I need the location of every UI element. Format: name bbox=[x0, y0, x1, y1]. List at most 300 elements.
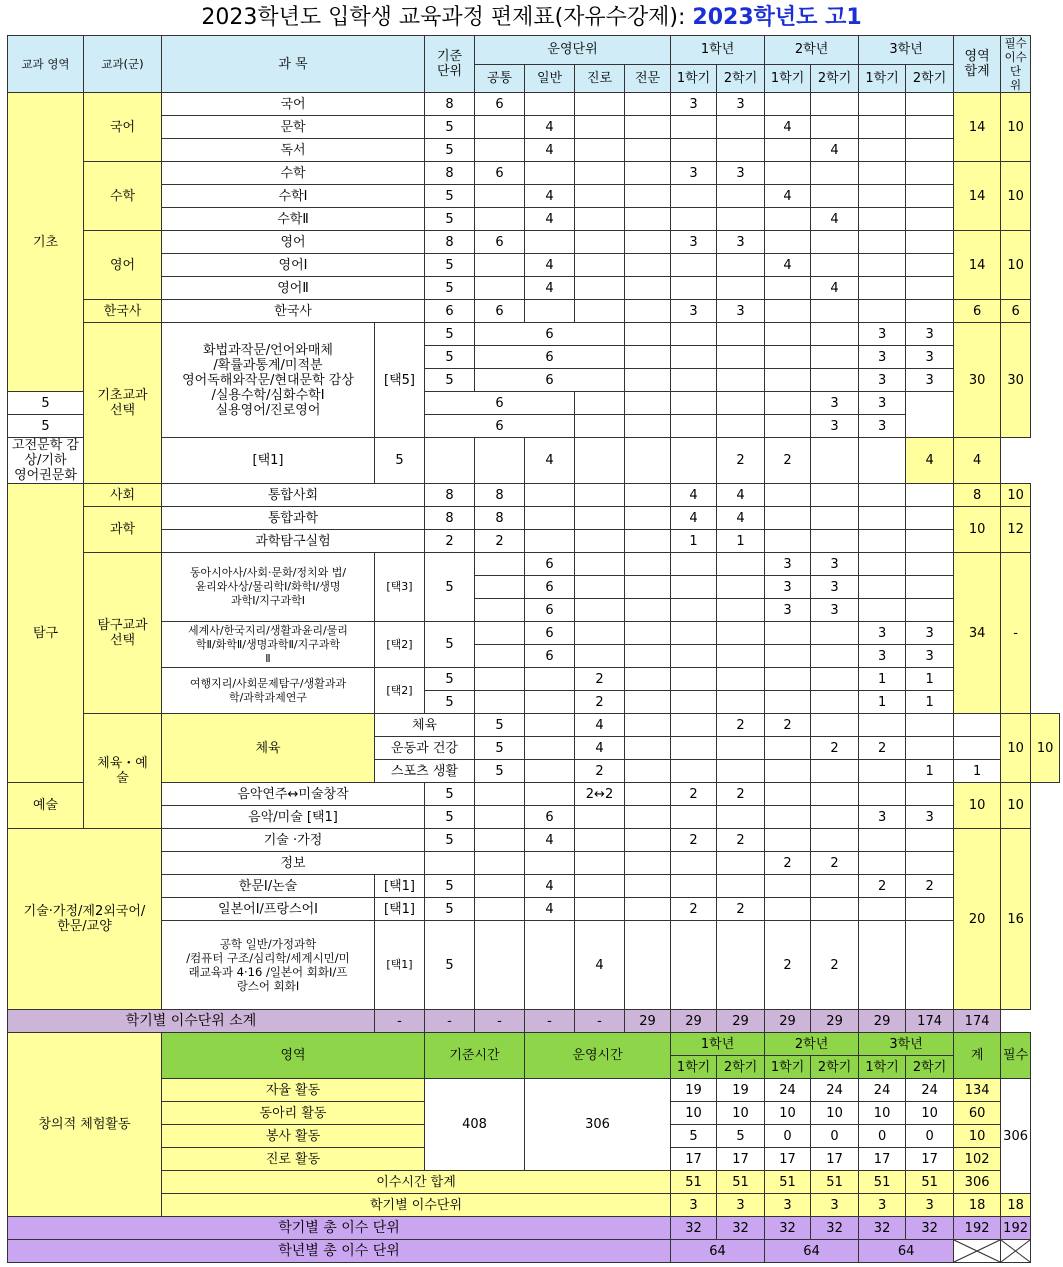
unit-cell: 2 bbox=[765, 438, 811, 484]
cell bbox=[425, 438, 475, 484]
area-sum: 14 bbox=[954, 93, 1001, 162]
unit-cell: 2 bbox=[575, 668, 625, 691]
cell bbox=[765, 645, 811, 668]
header-grade-3: 3학년 bbox=[859, 36, 954, 65]
unit-cell: 5 bbox=[425, 875, 475, 898]
area-sum: 14 bbox=[954, 231, 1001, 300]
unit-cell: 1 bbox=[671, 530, 717, 553]
total-semester-units: 32 bbox=[671, 1217, 717, 1240]
unit-cell bbox=[525, 530, 575, 553]
creative-hours: 10 bbox=[717, 1102, 765, 1125]
creative-units-total: 18 bbox=[954, 1194, 1001, 1217]
unit-cell bbox=[859, 139, 906, 162]
cell bbox=[475, 921, 525, 1010]
unit-cell: 5 bbox=[425, 783, 475, 806]
cell bbox=[475, 438, 525, 484]
unit-cell bbox=[717, 139, 765, 162]
table-row bbox=[8, 231, 1060, 254]
subject-name: 수학Ⅰ bbox=[162, 185, 425, 208]
title-prefix: 2023학년도 입학생 교육과정 편제표(자유수강제): bbox=[201, 5, 693, 30]
unit-cell: 2 bbox=[475, 530, 525, 553]
cell bbox=[859, 599, 906, 622]
curriculum-table bbox=[7, 35, 1060, 1263]
creative-header-op: 운영시간 bbox=[525, 1033, 671, 1079]
pick-count: [택1] bbox=[375, 898, 425, 921]
unit-cell bbox=[859, 254, 906, 277]
subtotal-base: - bbox=[375, 1010, 425, 1033]
unit-cell: 4 bbox=[811, 208, 859, 231]
unit-cell bbox=[625, 139, 671, 162]
header-grade-2: 2학년 bbox=[765, 36, 859, 65]
unit-cell: 2 bbox=[811, 921, 859, 1010]
pick-count: [택1] bbox=[375, 921, 425, 1010]
creative-activity-name: 봉사 활동 bbox=[162, 1125, 425, 1148]
subtotal-semester: 29 bbox=[765, 1010, 811, 1033]
table-row bbox=[8, 714, 1060, 737]
unit-cell: 4 bbox=[671, 484, 717, 507]
cell bbox=[717, 599, 765, 622]
creative-hours: 5 bbox=[717, 1125, 765, 1148]
unit-cell bbox=[859, 829, 906, 852]
group-korean: 국어 bbox=[84, 93, 162, 162]
unit-cell: 2 bbox=[765, 714, 811, 737]
unit-cell: 3 bbox=[859, 323, 906, 346]
creative-hours: 24 bbox=[859, 1079, 906, 1102]
cell bbox=[625, 323, 671, 346]
area-inquiry: 탐구 bbox=[8, 484, 84, 783]
creative-header-required: 필수 bbox=[1001, 1033, 1031, 1079]
required-units: 10 bbox=[1001, 93, 1031, 162]
table-row bbox=[8, 93, 1060, 116]
required-units: 10 bbox=[1001, 231, 1031, 300]
cell bbox=[765, 346, 811, 369]
subject-name: 영어 bbox=[162, 231, 425, 254]
unit-cell: 2 bbox=[575, 691, 625, 714]
required-units: 10 bbox=[1001, 783, 1031, 829]
cell bbox=[575, 576, 625, 599]
creative-hours: 0 bbox=[765, 1125, 811, 1148]
creative-hours: 17 bbox=[717, 1148, 765, 1171]
creative-header-base: 기준시간 bbox=[425, 1033, 525, 1079]
unit-cell: 2 bbox=[425, 530, 475, 553]
cell bbox=[811, 369, 859, 392]
table-row bbox=[8, 323, 1060, 346]
unit-cell bbox=[475, 185, 525, 208]
creative-hours: 19 bbox=[671, 1079, 717, 1102]
creative-total: 134 bbox=[954, 1079, 1001, 1102]
unit-cell bbox=[575, 277, 625, 300]
unit-cell: 2 bbox=[717, 783, 765, 806]
cell bbox=[717, 415, 765, 438]
creative-units: 3 bbox=[717, 1194, 765, 1217]
area-sum: 34 bbox=[954, 553, 1001, 714]
unit-cell: 8 bbox=[425, 93, 475, 116]
unit-cell bbox=[575, 208, 625, 231]
table-row bbox=[8, 1240, 1060, 1263]
page-title bbox=[0, 0, 1063, 36]
creative-hours: 24 bbox=[765, 1079, 811, 1102]
unit-cell: 5 bbox=[425, 668, 475, 691]
area-sum: 20 bbox=[954, 829, 1001, 1010]
area-sum: 14 bbox=[954, 162, 1001, 231]
unit-cell: 4 bbox=[525, 277, 575, 300]
required-units: 16 bbox=[1001, 829, 1031, 1010]
total-semester-label: 학기별 총 이수 단위 bbox=[8, 1217, 671, 1240]
unit-cell bbox=[811, 93, 859, 116]
unit-cell bbox=[906, 254, 954, 277]
unit-cell: 4 bbox=[525, 254, 575, 277]
subtotal-semester: 29 bbox=[671, 1010, 717, 1033]
pick-count: [택2] bbox=[375, 668, 425, 714]
area-sum: 6 bbox=[954, 300, 1001, 323]
subject-name: 수학 bbox=[162, 162, 425, 185]
cell bbox=[906, 898, 954, 921]
unit-cell: 6 bbox=[475, 346, 625, 369]
cell bbox=[906, 553, 954, 576]
creative-total: 60 bbox=[954, 1102, 1001, 1125]
unit-cell: 3 bbox=[671, 162, 717, 185]
cell bbox=[625, 438, 671, 484]
creative-hours: 0 bbox=[906, 1125, 954, 1148]
table-row bbox=[8, 277, 1060, 300]
unit-cell: 3 bbox=[859, 415, 906, 438]
cell bbox=[859, 576, 906, 599]
elective-list: 고전문학 감상/기하 영어권문화 bbox=[8, 438, 84, 484]
creative-units: 3 bbox=[859, 1194, 906, 1217]
unit-cell bbox=[765, 208, 811, 231]
subject-name: 공학 일반/가정과학 /컴퓨터 구조/심리학/세계시민/미 래교육과 4·16 /일본어 회화Ⅰ/프 랑스어 회화Ⅰ bbox=[162, 921, 375, 1010]
unit-cell bbox=[859, 300, 906, 323]
creative-hours: 10 bbox=[671, 1102, 717, 1125]
unit-cell: 4 bbox=[575, 921, 625, 1010]
cell bbox=[475, 599, 525, 622]
creative-units: 3 bbox=[906, 1194, 954, 1217]
unit-cell bbox=[475, 806, 525, 829]
total-semester-units: 32 bbox=[906, 1217, 954, 1240]
cell bbox=[475, 875, 525, 898]
cell bbox=[717, 691, 765, 714]
unit-cell: 3 bbox=[906, 369, 954, 392]
unit-cell: 3 bbox=[859, 645, 906, 668]
table-row bbox=[8, 116, 1060, 139]
cell bbox=[765, 415, 811, 438]
table-row bbox=[8, 254, 1060, 277]
required-units: 10 bbox=[1001, 162, 1031, 231]
area-sum: 30 bbox=[954, 323, 1001, 438]
cell bbox=[906, 599, 954, 622]
cell bbox=[625, 691, 671, 714]
cell bbox=[765, 622, 811, 645]
unit-cell: 6 bbox=[525, 599, 575, 622]
group-art: 예술 bbox=[8, 783, 84, 829]
creative-header-semester: 2학기 bbox=[811, 1056, 859, 1079]
subtotal-semester: 29 bbox=[717, 1010, 765, 1033]
unit-cell: 3 bbox=[811, 392, 859, 415]
unit-cell bbox=[625, 760, 671, 783]
unit-cell bbox=[906, 737, 954, 760]
unit-cell bbox=[906, 783, 954, 806]
group-history: 한국사 bbox=[84, 300, 162, 323]
header-semester: 1학기 bbox=[765, 64, 811, 93]
subject-name: 수학Ⅱ bbox=[162, 208, 425, 231]
cell bbox=[717, 323, 765, 346]
subtotal-op: - bbox=[525, 1010, 575, 1033]
creative-hours: 10 bbox=[859, 1102, 906, 1125]
unit-cell bbox=[625, 852, 671, 875]
header-grade-1: 1학년 bbox=[671, 36, 765, 65]
cell bbox=[625, 415, 671, 438]
unit-cell bbox=[906, 300, 954, 323]
table-row bbox=[8, 1171, 1060, 1194]
unit-cell bbox=[717, 116, 765, 139]
unit-cell bbox=[906, 139, 954, 162]
unit-cell bbox=[625, 737, 671, 760]
cell bbox=[859, 921, 906, 1010]
unit-cell bbox=[575, 254, 625, 277]
unit-cell bbox=[625, 116, 671, 139]
unit-cell bbox=[765, 530, 811, 553]
unit-cell bbox=[859, 208, 906, 231]
unit-cell bbox=[765, 300, 811, 323]
creative-hours-total: 51 bbox=[811, 1171, 859, 1194]
unit-cell: 8 bbox=[475, 484, 525, 507]
header-common: 공통 bbox=[475, 64, 525, 93]
cell bbox=[671, 392, 717, 415]
unit-cell bbox=[765, 162, 811, 185]
pick-count: [택1] bbox=[375, 875, 425, 898]
unit-cell bbox=[859, 484, 906, 507]
unit-cell: 4 bbox=[525, 116, 575, 139]
crossed-cell bbox=[954, 1240, 1001, 1263]
unit-cell: 4 bbox=[811, 277, 859, 300]
unit-cell bbox=[811, 162, 859, 185]
unit-cell bbox=[525, 93, 575, 116]
cell bbox=[765, 898, 811, 921]
unit-cell: 6 bbox=[475, 162, 525, 185]
unit-cell bbox=[575, 185, 625, 208]
table-row bbox=[8, 1010, 1060, 1033]
cell bbox=[625, 576, 671, 599]
unit-cell: 2 bbox=[859, 875, 906, 898]
unit-cell: 2 bbox=[717, 438, 765, 484]
unit-cell: 3 bbox=[765, 553, 811, 576]
cell bbox=[625, 622, 671, 645]
cell bbox=[717, 875, 765, 898]
cell bbox=[811, 691, 859, 714]
table-row bbox=[8, 852, 1060, 875]
unit-cell bbox=[525, 783, 575, 806]
creative-total: 10 bbox=[954, 1125, 1001, 1148]
unit-cell: 5 bbox=[475, 760, 525, 783]
unit-cell bbox=[717, 277, 765, 300]
table-row bbox=[8, 300, 1060, 323]
unit-cell: 6 bbox=[425, 392, 575, 415]
unit-cell: 5 bbox=[425, 622, 475, 668]
cell bbox=[475, 645, 525, 668]
cell bbox=[717, 369, 765, 392]
unit-cell bbox=[859, 93, 906, 116]
creative-units: 3 bbox=[765, 1194, 811, 1217]
header-semester: 1학기 bbox=[671, 64, 717, 93]
unit-cell: 4 bbox=[765, 254, 811, 277]
cell bbox=[575, 898, 625, 921]
unit-cell: 2 bbox=[765, 921, 811, 1010]
cell bbox=[475, 622, 525, 645]
total-grade-units: 64 bbox=[859, 1240, 954, 1263]
unit-cell bbox=[475, 116, 525, 139]
unit-cell bbox=[765, 806, 811, 829]
unit-cell: 3 bbox=[717, 300, 765, 323]
unit-cell: 5 bbox=[425, 116, 475, 139]
unit-cell bbox=[575, 139, 625, 162]
unit-cell bbox=[811, 829, 859, 852]
area-sum: 8 bbox=[954, 484, 1001, 507]
unit-cell: 3 bbox=[811, 553, 859, 576]
creative-hours-total: 51 bbox=[765, 1171, 811, 1194]
total-semester-units: 32 bbox=[811, 1217, 859, 1240]
cell bbox=[671, 622, 717, 645]
table-row bbox=[8, 806, 1060, 829]
creative-hours-grand-total: 306 bbox=[954, 1171, 1001, 1194]
unit-cell: 2↔2 bbox=[575, 783, 625, 806]
required-units: - bbox=[1001, 553, 1031, 714]
creative-hours-total: 51 bbox=[906, 1171, 954, 1194]
unit-cell bbox=[525, 300, 575, 323]
cell bbox=[811, 438, 859, 484]
pick-count: [택5] bbox=[375, 323, 425, 438]
unit-cell bbox=[625, 507, 671, 530]
unit-cell: 4 bbox=[525, 829, 575, 852]
creative-header-semester: 1학기 bbox=[859, 1056, 906, 1079]
subject-name: 독서 bbox=[162, 139, 425, 162]
required-units: 30 bbox=[1001, 323, 1031, 438]
cell bbox=[625, 645, 671, 668]
cell bbox=[717, 346, 765, 369]
group-inquiry-elective: 탐구교과 선택 bbox=[84, 553, 162, 714]
unit-cell bbox=[575, 231, 625, 254]
subtotal-total: 174 bbox=[906, 1010, 954, 1033]
creative-hours: 17 bbox=[671, 1148, 717, 1171]
creative-hours-total: 51 bbox=[717, 1171, 765, 1194]
unit-cell bbox=[671, 806, 717, 829]
unit-cell: 6 bbox=[525, 645, 575, 668]
unit-cell bbox=[906, 829, 954, 852]
unit-cell: 5 bbox=[8, 415, 84, 438]
unit-cell bbox=[811, 714, 859, 737]
subject-name: 정보 bbox=[162, 852, 425, 875]
unit-cell bbox=[625, 300, 671, 323]
crossed-cell bbox=[1001, 1240, 1031, 1263]
cell bbox=[475, 691, 525, 714]
unit-cell: 3 bbox=[859, 806, 906, 829]
unit-cell: 6 bbox=[525, 622, 575, 645]
cell bbox=[625, 921, 671, 1010]
cell bbox=[575, 392, 625, 415]
unit-cell bbox=[625, 829, 671, 852]
unit-cell: 6 bbox=[475, 231, 525, 254]
unit-cell bbox=[525, 760, 575, 783]
unit-cell: 2 bbox=[717, 829, 765, 852]
unit-cell: 5 bbox=[425, 553, 475, 622]
header-subject: 과 목 bbox=[162, 36, 425, 93]
unit-cell bbox=[625, 162, 671, 185]
total-grade-units: 64 bbox=[765, 1240, 859, 1263]
cell bbox=[525, 921, 575, 1010]
unit-cell: 1 bbox=[906, 668, 954, 691]
group-social: 사회 bbox=[84, 484, 162, 507]
table-row bbox=[8, 139, 1060, 162]
table-row bbox=[8, 438, 1060, 484]
unit-cell: 4 bbox=[765, 116, 811, 139]
unit-cell: 5 bbox=[425, 208, 475, 231]
unit-cell: 4 bbox=[525, 185, 575, 208]
area-sum: 10 bbox=[954, 783, 1001, 829]
required-units: 10 bbox=[1001, 484, 1031, 507]
cell bbox=[765, 875, 811, 898]
unit-cell: 5 bbox=[425, 369, 475, 392]
table-row bbox=[8, 622, 1060, 645]
unit-cell bbox=[671, 139, 717, 162]
cell bbox=[671, 645, 717, 668]
unit-cell bbox=[525, 852, 575, 875]
unit-cell: 1 bbox=[954, 760, 1001, 783]
group-math: 수학 bbox=[84, 162, 162, 231]
subtotal-semester: 29 bbox=[625, 1010, 671, 1033]
cell bbox=[671, 346, 717, 369]
creative-units: 3 bbox=[671, 1194, 717, 1217]
unit-cell bbox=[765, 760, 811, 783]
unit-cell: 3 bbox=[906, 806, 954, 829]
unit-cell: 5 bbox=[425, 346, 475, 369]
unit-cell: 4 bbox=[811, 139, 859, 162]
unit-cell: 2 bbox=[671, 829, 717, 852]
unit-cell: 3 bbox=[811, 576, 859, 599]
unit-cell: 2 bbox=[859, 737, 906, 760]
cell bbox=[625, 346, 671, 369]
unit-cell bbox=[625, 208, 671, 231]
unit-cell: 5 bbox=[425, 898, 475, 921]
creative-header-semester: 1학기 bbox=[765, 1056, 811, 1079]
cell bbox=[625, 553, 671, 576]
total-semester-required: 192 bbox=[1001, 1217, 1031, 1240]
unit-cell: 3 bbox=[717, 162, 765, 185]
area-pe-art: 체육・예 술 bbox=[84, 714, 162, 829]
unit-cell: 1 bbox=[859, 668, 906, 691]
unit-cell: 8 bbox=[425, 507, 475, 530]
subject-name: 문학 bbox=[162, 116, 425, 139]
unit-cell bbox=[671, 714, 717, 737]
pick-count: [택3] bbox=[375, 553, 425, 622]
pick-count: [택2] bbox=[375, 622, 425, 668]
table-row bbox=[8, 783, 1060, 806]
header-area: 교과 영역 bbox=[8, 36, 84, 93]
unit-cell: 5 bbox=[8, 392, 84, 415]
total-grade-label: 학년별 총 이수 단위 bbox=[8, 1240, 671, 1263]
cell bbox=[811, 346, 859, 369]
subtotal-semester: 29 bbox=[811, 1010, 859, 1033]
unit-cell bbox=[906, 852, 954, 875]
cell bbox=[906, 576, 954, 599]
unit-cell bbox=[671, 852, 717, 875]
unit-cell: 4 bbox=[575, 737, 625, 760]
unit-cell: 4 bbox=[717, 484, 765, 507]
cell bbox=[811, 668, 859, 691]
unit-cell bbox=[859, 783, 906, 806]
unit-cell bbox=[859, 185, 906, 208]
table-row bbox=[8, 829, 1060, 852]
header-area-sum: 영역 합계 bbox=[954, 36, 1001, 93]
table-row bbox=[8, 208, 1060, 231]
